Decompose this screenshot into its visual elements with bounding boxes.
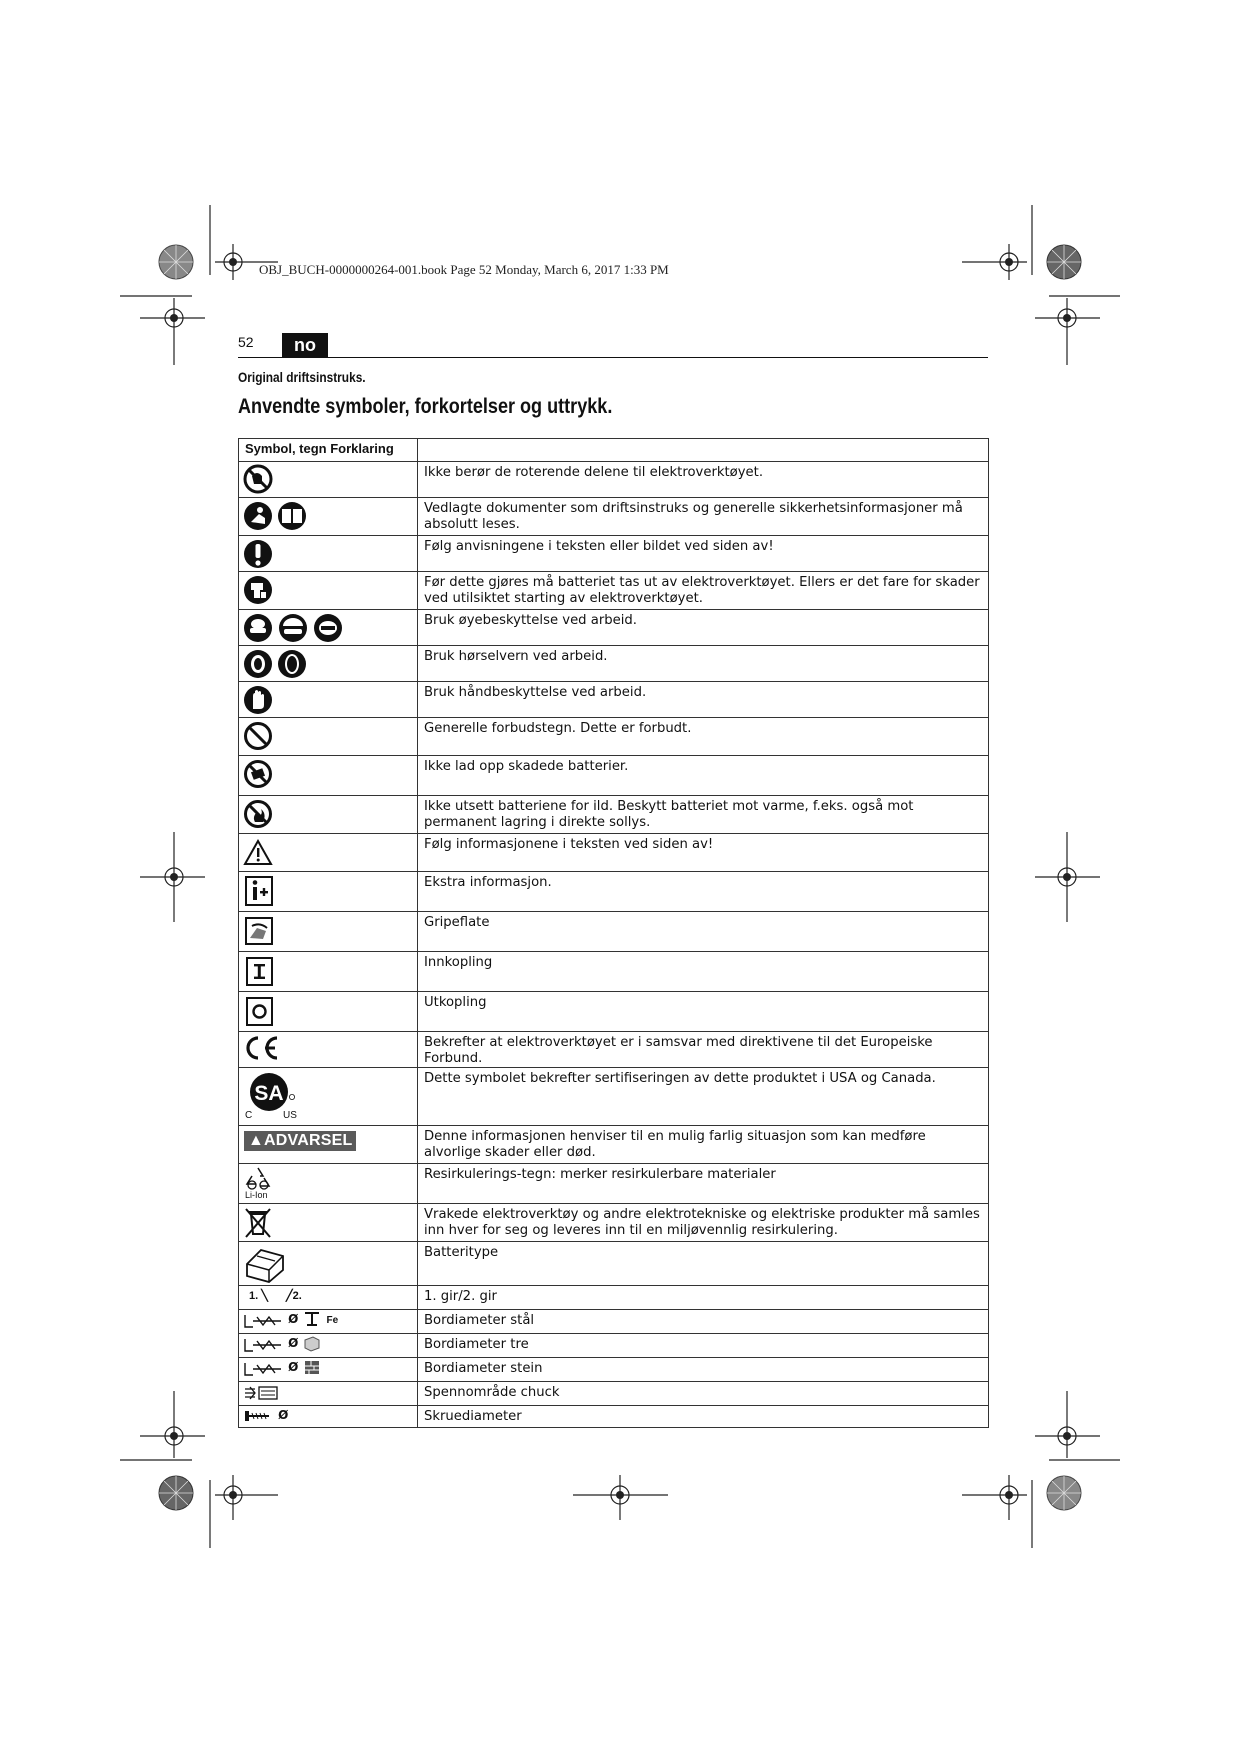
table-row <box>239 536 989 572</box>
table-row <box>239 498 989 536</box>
table-row <box>239 796 989 834</box>
screw-diameter-icon <box>243 1408 273 1424</box>
drill-steel-icon <box>243 1312 283 1330</box>
advarsel-badge <box>244 1131 356 1151</box>
table-row <box>239 1382 989 1406</box>
recycle-li-ion-icon <box>243 1166 273 1192</box>
row-text: Vrakede elektroverktøy og andre elektrotekniske og elektriske produkter må samles inn hver for seg og leveres inn til en miljøvennlig resirkulering. <box>418 1204 989 1242</box>
header-rule <box>238 357 988 358</box>
grip-surface-icon <box>243 914 275 948</box>
table-row <box>239 718 989 756</box>
row-text: Resirkulerings-tegn: merker resirkulerbare materialer <box>418 1164 989 1204</box>
table-row <box>239 834 989 872</box>
no-fire-battery-icon <box>243 798 273 830</box>
wood-block-icon <box>303 1334 321 1352</box>
table-row <box>239 610 989 646</box>
diameter-label: Ø <box>288 1360 299 1374</box>
table-row <box>239 1032 989 1068</box>
warning-triangle-icon <box>243 836 273 868</box>
table-row <box>239 952 989 992</box>
info-icon <box>243 874 275 908</box>
exclamation-icon <box>243 538 273 570</box>
file-header: OBJ_BUCH-0000000264-001.book Page 52 Monday, March 6, 2017 1:33 PM <box>259 262 669 277</box>
gear-two-label: 2. <box>292 1290 302 1302</box>
row-text: Ikke berør de roterende delene til elektroverktøyet. <box>418 462 989 498</box>
weee-bin-icon <box>243 1206 273 1240</box>
section-title: Anvendte symboler, forkortelser og uttrykk. <box>238 395 613 418</box>
ear-protection-icon <box>243 648 309 680</box>
language-tag: no <box>282 333 328 357</box>
read-manual-icon <box>243 500 309 532</box>
table-row <box>239 872 989 912</box>
battery-type-icon <box>243 1244 287 1284</box>
csa-c-label: C <box>245 1110 253 1121</box>
row-text: 1. gir/2. gir <box>418 1286 989 1310</box>
document-subtitle: Original driftsinstruks. <box>238 369 366 385</box>
switch-on-icon <box>243 954 275 988</box>
diameter-label: Ø <box>288 1312 299 1326</box>
ce-mark-icon <box>243 1034 281 1062</box>
csa-mark-icon <box>247 1070 307 1114</box>
no-charge-damaged-battery-icon <box>243 758 273 790</box>
table-row <box>239 992 989 1032</box>
row-text: Bordiameter tre <box>418 1334 989 1358</box>
stone-block-icon <box>303 1358 321 1376</box>
row-text: Følg anvisningene i teksten eller bildet ved siden av! <box>418 536 989 572</box>
table-row <box>239 1406 989 1428</box>
row-text: Ikke utsett batteriene for ild. Beskytt batteriet mot varme, f.eks. også mot permanent lagring i direkte sollys. <box>418 796 989 834</box>
prohibition-icon <box>243 720 273 752</box>
page-number: 52 <box>238 334 254 350</box>
csa-us-label: US <box>283 1110 297 1121</box>
row-text: Utkopling <box>418 992 989 1032</box>
table-row <box>239 1126 989 1164</box>
row-text: Gripeflate <box>418 912 989 952</box>
table-header-empty <box>418 439 989 462</box>
row-text: Spennområde chuck <box>418 1382 989 1406</box>
table-row <box>239 1310 989 1334</box>
row-text: Innkopling <box>418 952 989 992</box>
table-row <box>239 912 989 952</box>
gear-one-label: 1. <box>249 1290 259 1302</box>
table-header-row <box>239 439 989 462</box>
steel-profile-icon <box>303 1310 321 1328</box>
fe-label: Fe <box>326 1315 339 1326</box>
advarsel-label: ADVARSEL <box>264 1132 353 1149</box>
row-text: Før dette gjøres må batteriet tas ut av elektroverktøyet. Ellers er det fare for skader ved utilsiktet starting av elektroverktøyet. <box>418 572 989 610</box>
table-row <box>239 1358 989 1382</box>
table-row <box>239 1242 989 1286</box>
remove-battery-icon <box>243 574 273 606</box>
gear-one-icon: ╲ <box>261 1290 268 1302</box>
row-text: Vedlagte dokumenter som driftsinstruks og generelle sikkerhetsinformasjoner må absolutt leses. <box>418 498 989 536</box>
table-row <box>239 682 989 718</box>
table-row <box>239 756 989 796</box>
warning-triangle-icon: ▲ <box>248 1132 265 1149</box>
drill-stone-icon <box>243 1360 283 1378</box>
switch-off-icon <box>243 994 275 1028</box>
eye-protection-icon <box>243 612 343 644</box>
row-text: Denne informasjonen henviser til en mulig farlig situasjon som kan medføre alvorlige skader eller død. <box>418 1126 989 1164</box>
row-text: Skruediameter <box>418 1406 989 1428</box>
symbol-table <box>238 438 989 1428</box>
row-text: Bordiameter stein <box>418 1358 989 1382</box>
no-touch-rotating-icon <box>243 464 273 494</box>
svg-text:SA: SA <box>254 1082 284 1105</box>
li-ion-label: Li-Ion <box>245 1190 268 1200</box>
row-text: Bekrefter at elektroverktøyet er i samsvar med direktivene til det Europeiske Forbund. <box>418 1032 989 1068</box>
table-row <box>239 1334 989 1358</box>
row-text: Ekstra informasjon. <box>418 872 989 912</box>
row-text: Batteritype <box>418 1242 989 1286</box>
table-header: Symbol, tegn Forklaring <box>239 439 418 462</box>
diameter-label: Ø <box>288 1336 299 1350</box>
table-row <box>239 572 989 610</box>
drill-wood-icon <box>243 1336 283 1354</box>
row-text: Følg informasjonene i teksten ved siden av! <box>418 834 989 872</box>
table-row <box>239 462 989 498</box>
row-text: Bruk hørselvern ved arbeid. <box>418 646 989 682</box>
row-text: Bordiameter stål <box>418 1310 989 1334</box>
table-row <box>239 646 989 682</box>
row-text: Dette symbolet bekrefter sertifiseringen av dette produktet i USA og Canada. <box>418 1068 989 1126</box>
chuck-range-icon <box>243 1384 283 1402</box>
hand-protection-icon <box>243 684 273 716</box>
table-row <box>239 1286 989 1310</box>
diameter-label: Ø <box>278 1408 289 1422</box>
gear-two-icon: ╱ <box>286 1290 293 1302</box>
row-text: Bruk øyebeskyttelse ved arbeid. <box>418 610 989 646</box>
table-row <box>239 1164 989 1204</box>
row-text: Ikke lad opp skadede batterier. <box>418 756 989 796</box>
row-text: Bruk håndbeskyttelse ved arbeid. <box>418 682 989 718</box>
table-row <box>239 1204 989 1242</box>
table-row <box>239 1068 989 1126</box>
row-text: Generelle forbudstegn. Dette er forbudt. <box>418 718 989 756</box>
